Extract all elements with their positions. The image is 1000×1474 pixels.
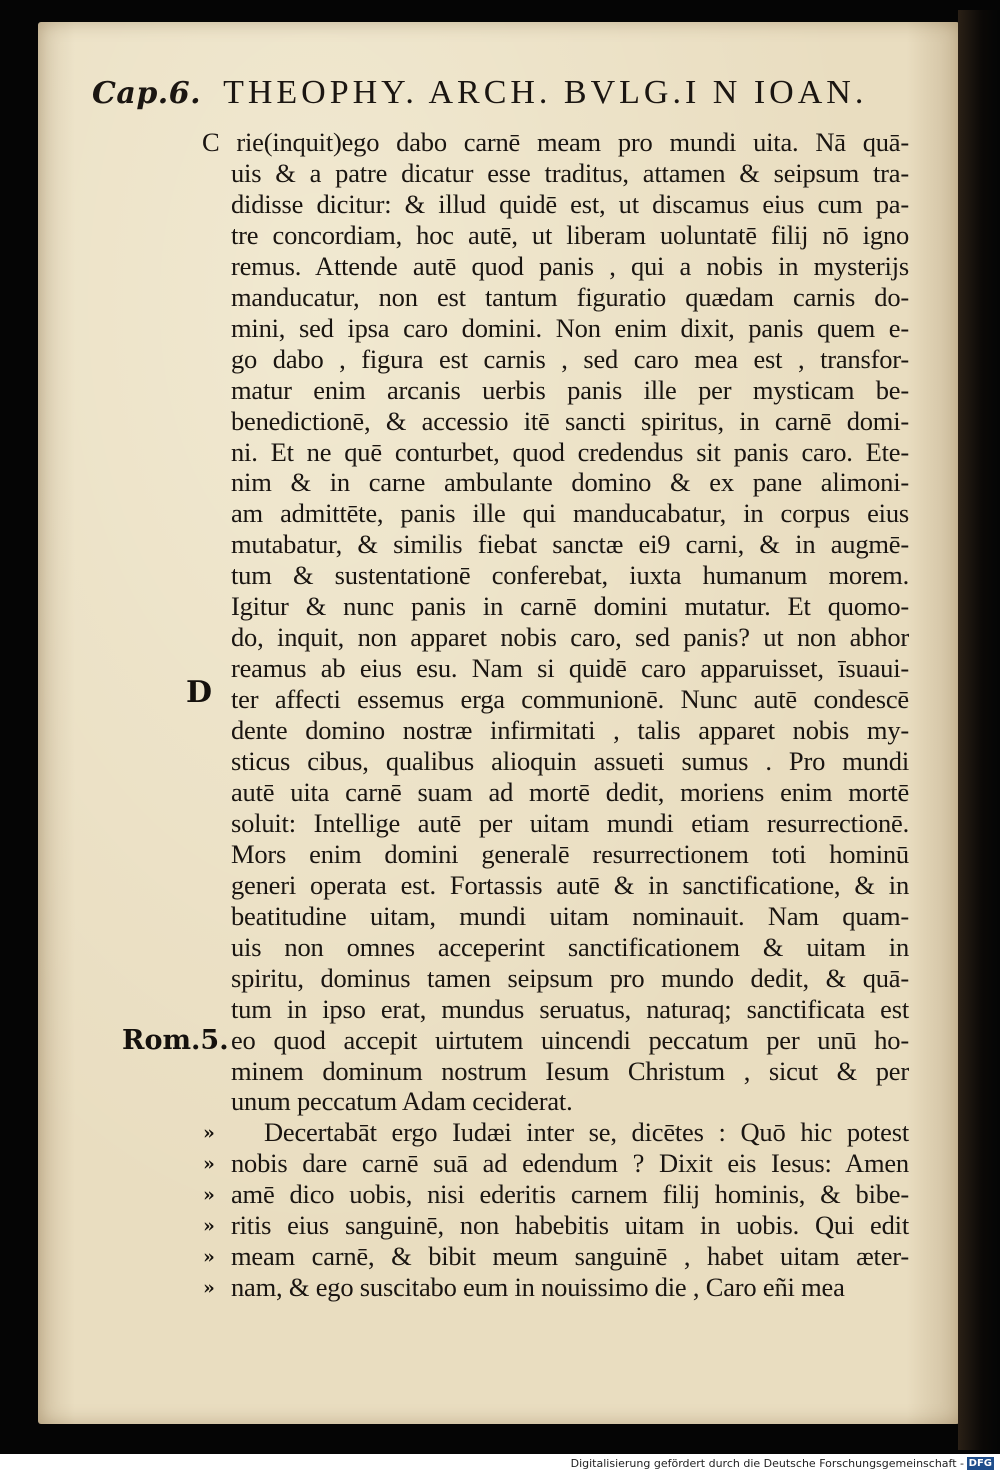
text-line: tum in ipso erat, mundus seruatus, naturaq; sanctificata est — [231, 993, 909, 1024]
text-line: nam, & ego suscitabo eum in nouissimo die , Caro eñi mea — [231, 1272, 845, 1303]
text-line: autē uita carnē suam ad mortē dedit, moriens enim mortē — [231, 776, 909, 807]
text-line: do, inquit, non apparet nobis caro, sed panis? ut non abhor — [231, 622, 909, 653]
text-line: soluit: Intellige autē per uitam mundi etiam resurrectionē. — [231, 807, 909, 838]
dfg-logo: DFG — [968, 1458, 992, 1469]
text-line: mutabatur, & similis fiebat sanctæ ei9 carni, & in augmē- — [231, 529, 909, 560]
text-line: dente domino nostræ infirmitati , talis apparet nobis my- — [231, 715, 909, 745]
quote-mark: » — [203, 1153, 215, 1176]
text-line: meam carnē, & bibit meum sanguinē , habet uitam æter- — [231, 1241, 909, 1272]
text-line: manducatur, non est tantum figuratio quædam carnis do- — [231, 281, 909, 312]
text-line: nim & in carne ambulante domino & ex pane alimoni- — [231, 467, 909, 498]
quote-mark: » — [203, 1215, 215, 1238]
text-line: Mors enim domini generalē resurrectionem toti hominū — [231, 838, 909, 869]
text-line: reamus ab eius esu. Nam si quidē caro apparuisset, īsuaui- — [231, 653, 909, 684]
margin-reference: Rom.5. — [122, 1025, 229, 1056]
text-line: uis & a patre dicatur esse traditus, attamen & seipsum tra- — [231, 157, 909, 188]
quote-mark: » — [203, 1277, 215, 1300]
text-line: generi operata est. Fortassis autē & in sanctificatione, & in — [231, 869, 909, 900]
quote-mark: » — [203, 1122, 215, 1145]
text-line: beatitudine uitam, mundi uitam nominauit. Nam quam- — [231, 900, 909, 931]
text-line: benedictionē, & accessio itē sancti spiritus, in carnē domi- — [231, 405, 909, 436]
margin-section-letter: D — [186, 675, 213, 710]
text-line: tre concordiam, hoc autē, ut liberam uoluntatē filij nō igno — [231, 219, 909, 250]
footer-credit: Digitalisierung gefördert durch die Deutsche Forschungsgemeinschaft - — [570, 1457, 964, 1470]
text-line: Igitur & nunc panis in carnē domini mutatur. Et quomo- — [231, 591, 909, 622]
text-line: ni. Et ne quē conturbet, quod credendus sit panis caro. Ete- — [231, 436, 909, 467]
text-line: sticus cibus, qualibus alioquin assueti sumus . Pro mundi — [231, 746, 909, 776]
text-line: unum peccatum Adam ceciderat. — [231, 1086, 573, 1117]
text-line: spiritu, dominus tamen seipsum pro mundo dedit, & quā- — [231, 962, 909, 993]
text-line: nobis dare carnē suā ad edendum ? Dixit eis Iesus: Amen — [231, 1148, 909, 1179]
text-line: eo quod accepit uirtutem uincendi peccatum per unū ho- — [231, 1024, 909, 1055]
running-title: THEOPHY. ARCH. BVLG.I N IOAN. — [223, 74, 868, 111]
text-line: mini, sed ipsa caro domini. Non enim dixit, panis quem e- — [231, 312, 909, 343]
text-line: ter affecti essemus erga communionē. Nunc autē condescē — [231, 684, 909, 715]
quote-mark: » — [203, 1246, 215, 1269]
text-line: uis non omnes acceperint sanctificationem & uitam in — [231, 931, 909, 962]
chapter-label: Cap.6. — [92, 76, 202, 111]
text-line: tum & sustentationē conferebat, iuxta humanum morem. — [231, 560, 909, 591]
text-line: ritis eius sanguinē, non habebitis uitam in uobis. Qui edit — [231, 1210, 909, 1241]
text-line: go dabo , figura est carnis , sed caro mea est , transfor- — [231, 343, 909, 374]
text-line: didisse dicitur: & illud quidē est, ut discamus eius cum pa- — [231, 188, 909, 219]
text-line: remus. Attende autē quod panis , qui a nobis in mysterijs — [231, 250, 909, 281]
text-line: C rie(inquit)ego dabo carnē meam pro mundi uita. Nā quā- — [202, 127, 909, 157]
text-line: matur enim arcanis uerbis panis ille per mysticam be- — [231, 374, 909, 405]
text-line: am admittēte, panis ille qui manducabatur, in corpus eius — [231, 498, 909, 529]
text-line: Decertabāt ergo Iudæi inter se, dicētes : Quō hic potest — [264, 1117, 909, 1148]
text-line: amē dico uobis, nisi ederitis carnem filij hominis, & bibe- — [231, 1179, 909, 1210]
text-line: minem dominum nostrum Iesum Christum , sicut & per — [231, 1055, 909, 1086]
quote-mark: » — [203, 1184, 215, 1207]
